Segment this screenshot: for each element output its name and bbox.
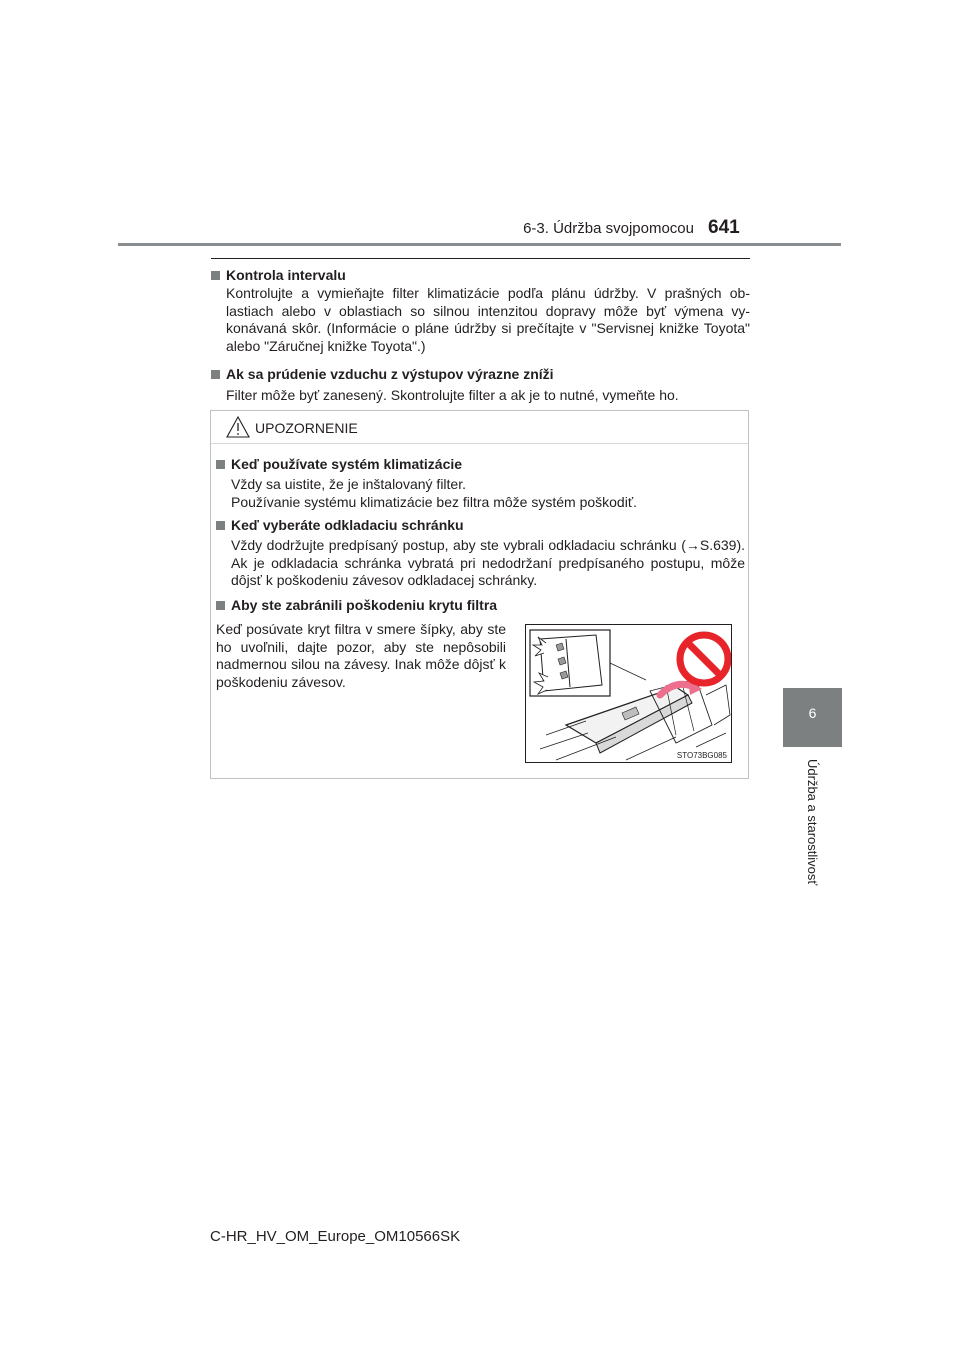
caution-item-ac-use	[215, 455, 745, 511]
caution-item-glovebox	[215, 516, 745, 590]
caution-item-heading	[215, 455, 745, 474]
caution-title: UPOZORNENIE	[255, 420, 358, 436]
caution-item-title: Aby ste zabránili poškodeniu krytu filtra	[231, 597, 498, 613]
section-heading	[210, 365, 750, 384]
caution-item-filter-cover	[215, 596, 745, 615]
section-airflow-reduced	[210, 365, 750, 405]
caution-item-heading	[215, 516, 745, 535]
section-title: Ak sa prúdenie vzduchu z výstupov výrazne zníži	[226, 366, 554, 382]
filter-cover-illustration	[525, 624, 732, 763]
square-bullet-icon	[211, 370, 220, 379]
chapter-tab-label	[783, 747, 842, 1067]
document-id: C-HR_HV_OM_Europe_OM10566SK	[210, 1228, 461, 1245]
header-rule	[118, 243, 841, 246]
warning-triangle-icon	[226, 416, 250, 438]
square-bullet-icon	[216, 601, 225, 610]
page-number: 641	[708, 217, 740, 238]
caution-header	[211, 411, 748, 444]
caution-item-heading	[215, 596, 745, 615]
caution-item-line: Vždy sa uistite, že je inštalovaný filter.	[231, 476, 466, 492]
square-bullet-icon	[211, 271, 220, 280]
section-body: Filter môže byť zanesený. Skontrolujte filter a ak je to nutné, vymeňte ho.	[226, 387, 679, 403]
caution-item-title: Keď vyberáte odkladaciu schránku	[231, 517, 464, 533]
filter-housing-illustration	[526, 625, 732, 763]
chapter-tab-number: 6	[783, 688, 842, 747]
caution-item-line: Používanie systému klimatizácie bez filtra môže systém poškodiť.	[231, 493, 637, 510]
content-top-rule	[211, 258, 750, 259]
caution-item-body: Vždy dodržujte predpísaný postup, aby ste vybrali odkladaciu schránku (→S.639). Ak je odkladacia schránka vybratá pri nedodržaní predpísaného postupu, môže dôjsť k poškodeniu závesov odkladacej schránky.	[231, 537, 745, 588]
section-body: Kontrolujte a vymieňajte filter klimatizácie podľa plánu údržby. V prašných ob- lastiach alebo v oblastiach so silnou intenzitou dopravy môže byť výmena vy- konávaná skôr. (Informácie o pláne údržby si prečítajte v "Servisnej knižke Toyota" alebo "Záručnej knižke Toyota".)	[226, 285, 750, 354]
section-interval-check	[210, 266, 750, 355]
caution-item-title: Keď používate systém klimatizácie	[231, 456, 463, 472]
filter-cover-caution-text: Keď posúvate kryt filtra v smere šípky, aby ste ho uvoľnili, dajte pozor, aby ste nepôsobili nadmernou silou na závesy. Inak môže dôjsť k poškodeniu závesov.	[216, 621, 506, 690]
section-title: Kontrola intervalu	[226, 267, 346, 283]
header-section-title: 6-3. Údržba svojpomocou	[523, 220, 694, 237]
square-bullet-icon	[216, 521, 225, 530]
chapter-tab-label-text: Údržba a starostlivosť	[805, 759, 820, 886]
figure-code: STO73BG085	[676, 751, 727, 760]
square-bullet-icon	[216, 460, 225, 469]
section-heading	[210, 266, 750, 285]
caution-item-body	[231, 476, 745, 511]
